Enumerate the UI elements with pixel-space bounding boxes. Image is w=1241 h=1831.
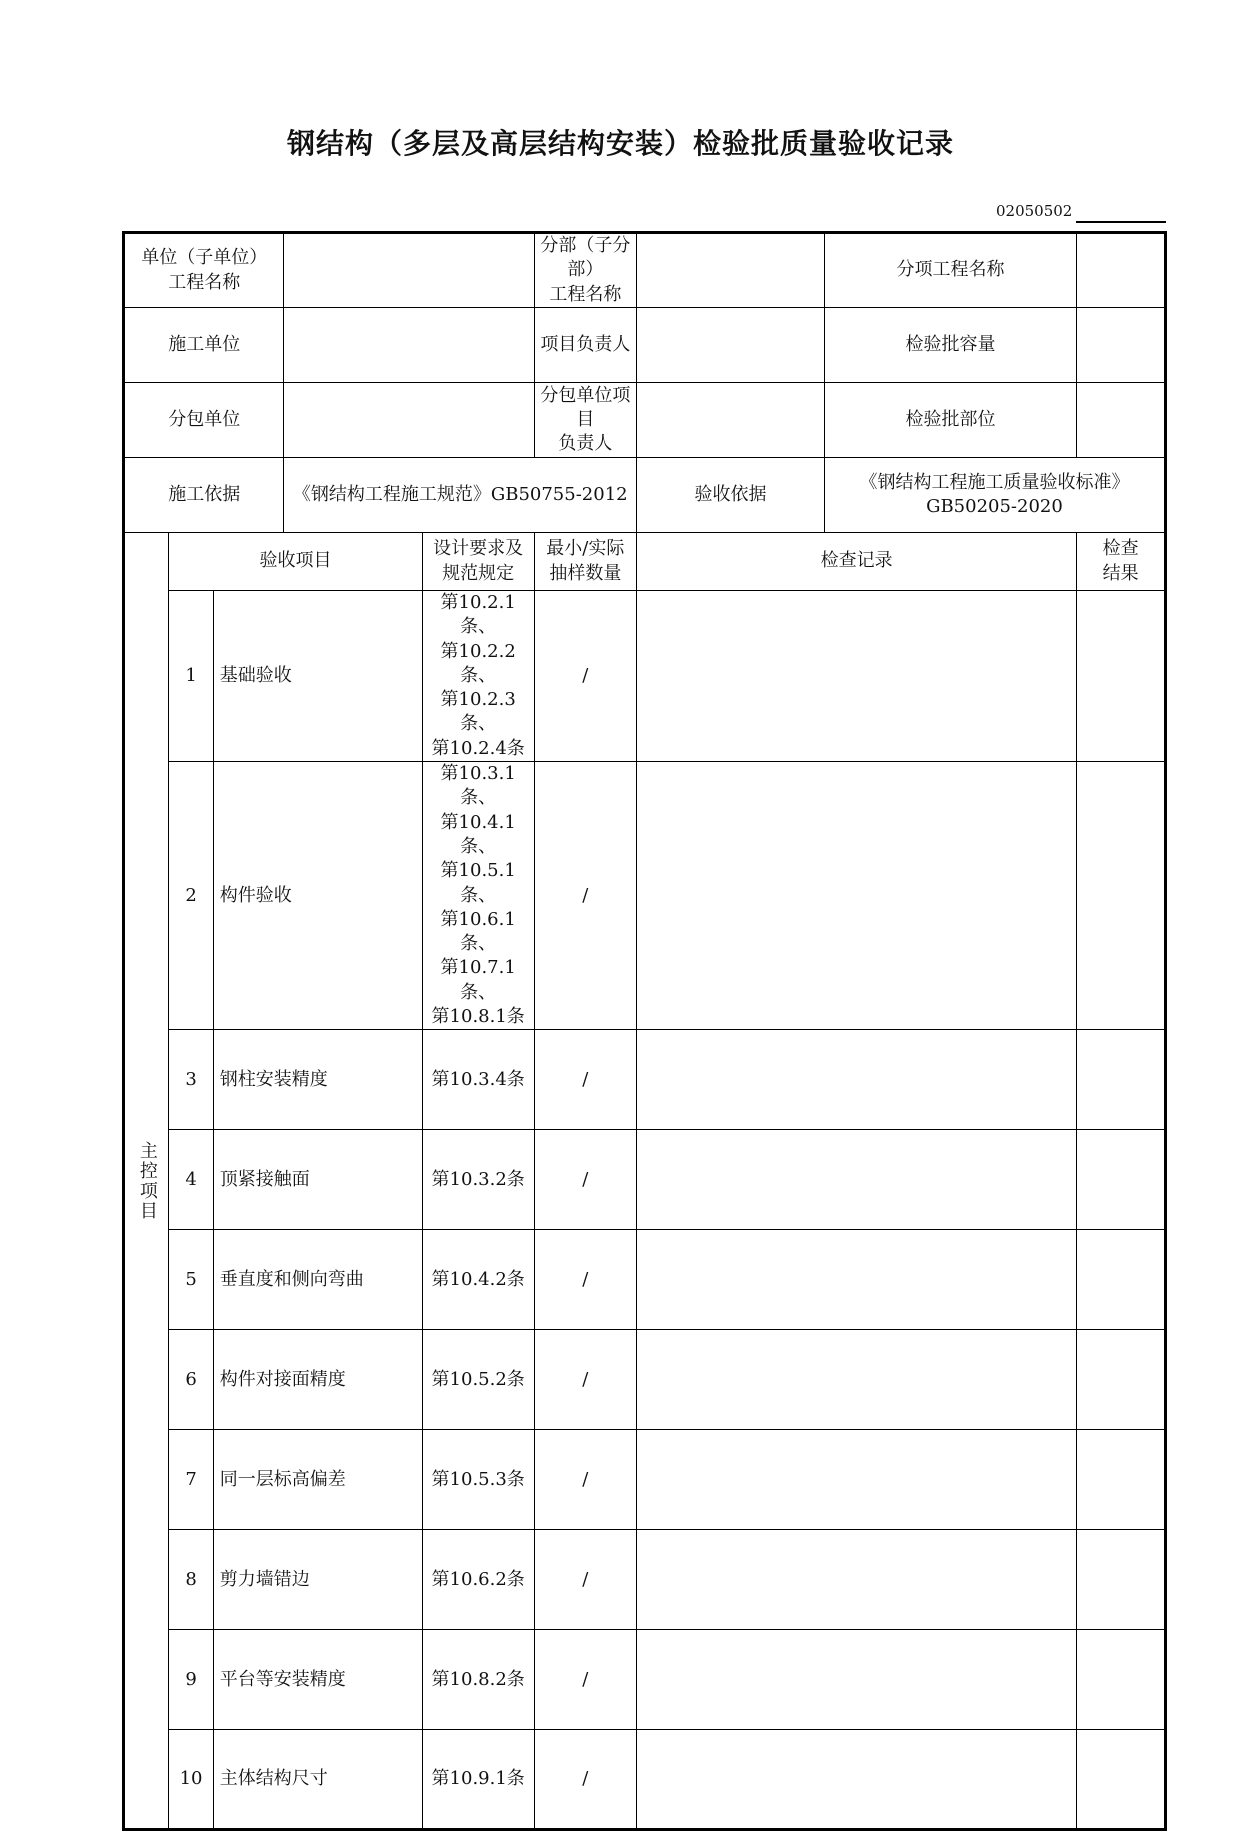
unit-project-label: 单位（子单位） 工程名称 [124,233,284,308]
row-check-record[interactable] [637,1230,1077,1330]
row-spec: 第10.5.3条 [422,1430,534,1530]
row-number: 7 [169,1430,213,1530]
column-header-record: 检查记录 [637,533,1077,591]
row-number: 3 [169,1030,213,1130]
row-item-name: 基础验收 [213,591,422,762]
row-number: 1 [169,591,213,762]
form-code: 02050502 [996,202,1073,220]
row-sample-count: / [534,1430,636,1530]
row-item-name: 剪力墙错边 [213,1530,422,1630]
subcontractor-label: 分包单位 [124,383,284,458]
row-check-record[interactable] [637,1530,1077,1630]
row-check-record[interactable] [637,1730,1077,1830]
row-check-record[interactable] [637,1630,1077,1730]
row-spec: 第10.4.2条 [422,1230,534,1330]
row-number: 9 [169,1630,213,1730]
subcontractor-field[interactable] [284,383,534,458]
row-check-record[interactable] [637,762,1077,1030]
table-row [124,1530,1166,1630]
table-row [124,762,1166,1030]
row-check-record[interactable] [637,591,1077,762]
row-number: 10 [169,1730,213,1830]
row-check-result[interactable] [1077,1030,1166,1130]
row-item-name: 主体结构尺寸 [213,1730,422,1830]
row-spec: 第10.3.1条、 第10.4.1条、 第10.5.1条、 第10.6.1条、 第10.7.1条、 第10.8.1条 [422,762,534,1030]
row-item-name: 顶紧接触面 [213,1130,422,1230]
row-sample-count: / [534,1530,636,1630]
column-header-design: 设计要求及 规范规定 [422,533,534,591]
contractor-label: 施工单位 [124,308,284,383]
row-number: 8 [169,1530,213,1630]
row-sample-count: / [534,591,636,762]
sub-manager-label: 分包单位项目 负责人 [534,383,636,458]
row-number: 4 [169,1130,213,1230]
row-spec: 第10.8.2条 [422,1630,534,1730]
batch-capacity-field[interactable] [1077,308,1166,383]
batch-location-label: 检验批部位 [824,383,1076,458]
division-label: 分部（子分部） 工程名称 [534,233,636,308]
section-label-main-control: 主控项目 [124,533,169,1830]
batch-location-field[interactable] [1077,383,1166,458]
table-row [124,1230,1166,1330]
row-sample-count: / [534,1230,636,1330]
row-number: 5 [169,1230,213,1330]
row-check-record[interactable] [637,1330,1077,1430]
row-check-result[interactable] [1077,1230,1166,1330]
contractor-field[interactable] [284,308,534,383]
sub-item-label: 分项工程名称 [824,233,1076,308]
project-manager-field[interactable] [637,308,825,383]
construction-basis-label: 施工依据 [124,458,284,533]
acceptance-basis-label: 验收依据 [637,458,825,533]
row-check-result[interactable] [1077,1630,1166,1730]
row-spec: 第10.6.2条 [422,1530,534,1630]
row-item-name: 钢柱安装精度 [213,1030,422,1130]
row-item-name: 垂直度和侧向弯曲 [213,1230,422,1330]
row-sample-count: / [534,762,636,1030]
inspection-form-table [122,231,1167,1831]
row-check-result[interactable] [1077,591,1166,762]
table-row [124,591,1166,762]
column-header-sample: 最小/实际 抽样数量 [534,533,636,591]
batch-capacity-label: 检验批容量 [824,308,1076,383]
row-spec: 第10.2.1条、 第10.2.2条、 第10.2.3条、 第10.2.4条 [422,591,534,762]
column-header-result: 检查 结果 [1077,533,1166,591]
page-title: 钢结构（多层及高层结构安装）检验批质量验收记录 [286,127,954,160]
sub-manager-field[interactable] [637,383,825,458]
row-sample-count: / [534,1330,636,1430]
row-check-record[interactable] [637,1430,1077,1530]
table-row [124,1630,1166,1730]
project-manager-label: 项目负责人 [534,308,636,383]
row-spec: 第10.3.4条 [422,1030,534,1130]
row-item-name: 平台等安装精度 [213,1630,422,1730]
row-check-record[interactable] [637,1030,1077,1130]
table-row [124,1130,1166,1230]
row-sample-count: / [534,1730,636,1830]
row-check-result[interactable] [1077,1130,1166,1230]
row-spec: 第10.5.2条 [422,1330,534,1430]
column-header-item: 验收项目 [169,533,422,591]
row-sample-count: / [534,1030,636,1130]
table-row [124,1030,1166,1130]
row-number: 2 [169,762,213,1030]
row-check-result[interactable] [1077,1730,1166,1830]
row-item-name: 构件验收 [213,762,422,1030]
row-spec: 第10.9.1条 [422,1730,534,1830]
row-check-result[interactable] [1077,1330,1166,1430]
row-check-result[interactable] [1077,762,1166,1030]
row-item-name: 构件对接面精度 [213,1330,422,1430]
row-number: 6 [169,1330,213,1430]
form-code-underline [1076,221,1166,223]
table-row [124,1730,1166,1830]
construction-basis-value: 《钢结构工程施工规范》GB50755-2012 [284,458,637,533]
row-sample-count: / [534,1630,636,1730]
row-item-name: 同一层标高偏差 [213,1430,422,1530]
row-spec: 第10.3.2条 [422,1130,534,1230]
row-check-result[interactable] [1077,1530,1166,1630]
sub-item-field[interactable] [1077,233,1166,308]
row-check-record[interactable] [637,1130,1077,1230]
row-check-result[interactable] [1077,1430,1166,1530]
table-row [124,1430,1166,1530]
acceptance-basis-value: 《钢结构工程施工质量验收标准》 GB50205-2020 [824,458,1165,533]
row-sample-count: / [534,1130,636,1230]
division-field[interactable] [637,233,825,308]
unit-project-field[interactable] [284,233,534,308]
table-row [124,1330,1166,1430]
